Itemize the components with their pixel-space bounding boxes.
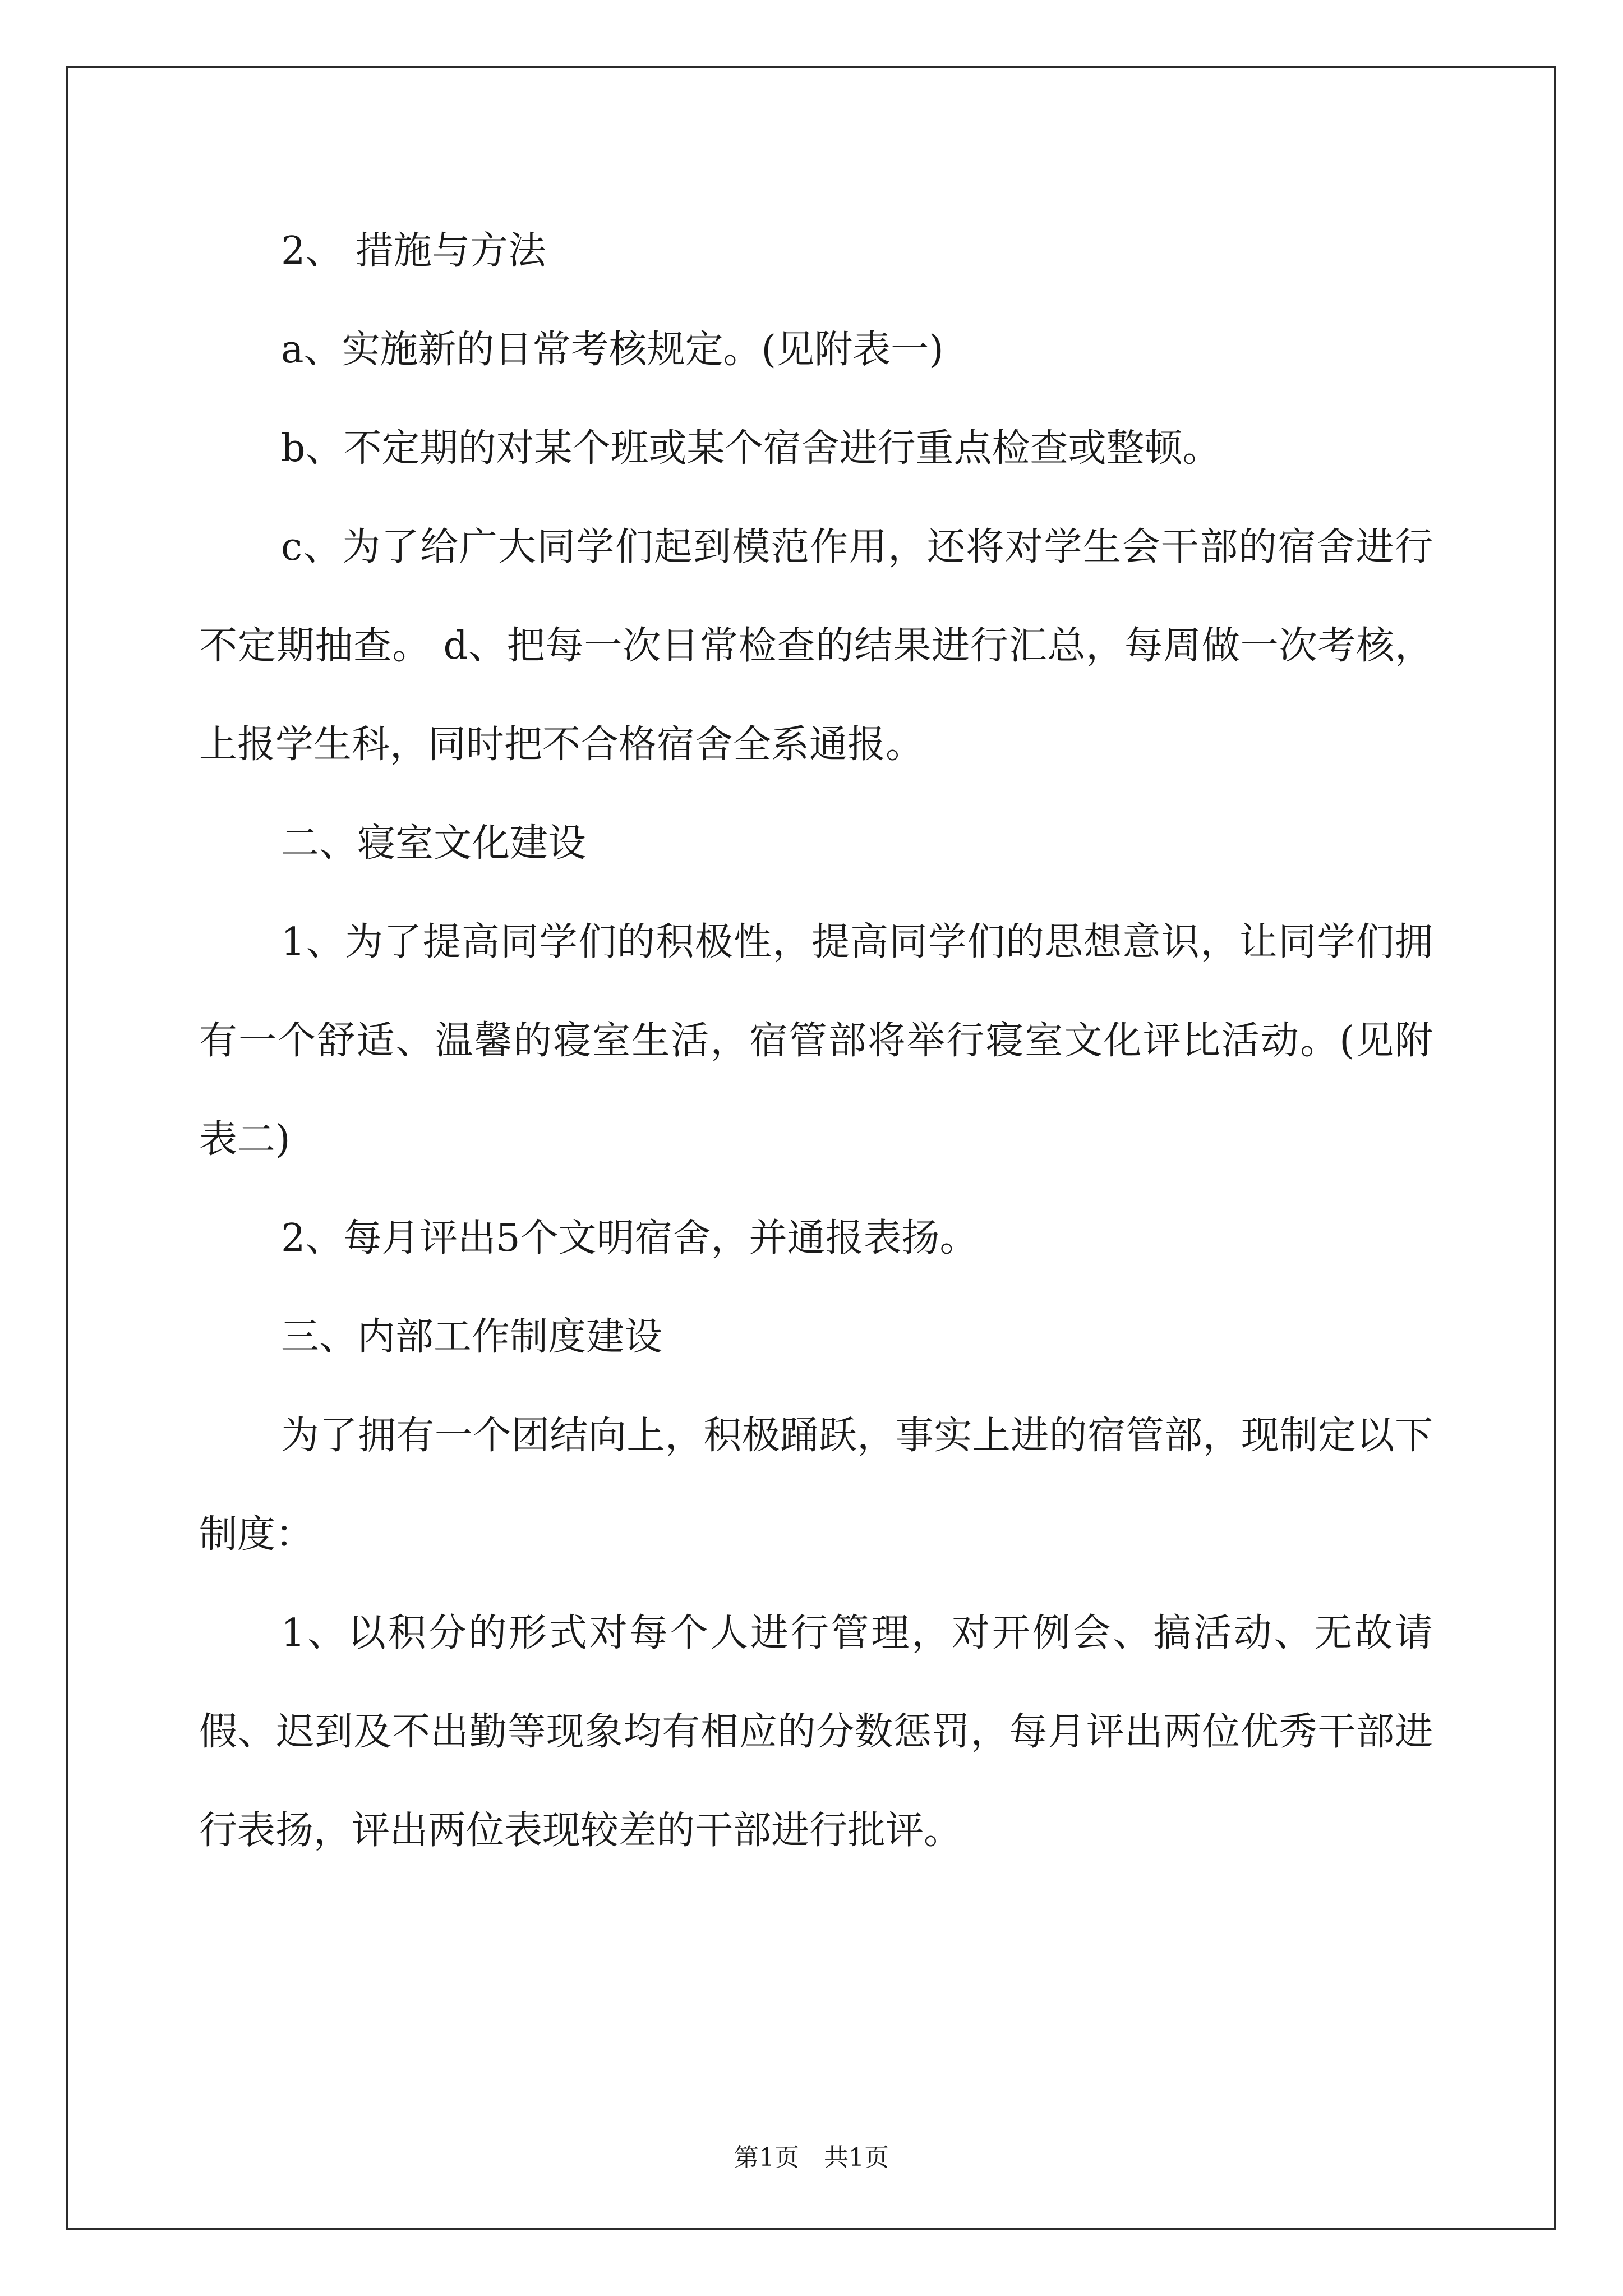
paragraph-dorm-culture-2: 2、每月评出5个文明宿舍，并通报表扬。 <box>281 1216 978 1260</box>
paragraph-system-intro: 为了拥有一个团结向上，积极踊跃，事实上进的宿管部，现制定以下制度： <box>199 1414 1433 1557</box>
paragraph-dorm-culture-1: 1、为了提高同学们的积极性，提高同学们的思想意识，让同学们拥有一个舒适、温馨的寝室生活，宿管部将举行寝室文化评比活动。(见附表二) <box>199 920 1433 1162</box>
page-number-footer: 第1页 共1页 <box>734 2143 889 2172</box>
section-heading-internal-system: 三、内部工作制度建设 <box>281 1315 663 1359</box>
paragraph-b: b、不定期的对某个班或某个宿舍进行重点检查或整顿。 <box>281 426 1221 471</box>
paragraph-system-1: 1、以积分的形式对每个人进行管理，对开例会、搞活动、无故请假、迟到及不出勤等现象均有相应的分数惩罚，每月评出两位优秀干部进行表扬，评出两位表现较差的干部进行批评。 <box>199 1611 1433 1853</box>
paragraph-a: a、实施新的日常考核规定。(见附表一) <box>281 328 944 372</box>
paragraph-c-d: c、为了给广大同学们起到模范作用，还将对学生会干部的宿舍进行不定期抽查。 d、把每一次日常检查的结果进行汇总，每周做一次考核，上报学生科，同时把不合格宿舍全系通报。 <box>199 525 1433 767</box>
section-heading-dorm-culture: 二、寝室文化建设 <box>281 821 587 866</box>
section-heading-measures: 2、 措施与方法 <box>281 229 546 273</box>
